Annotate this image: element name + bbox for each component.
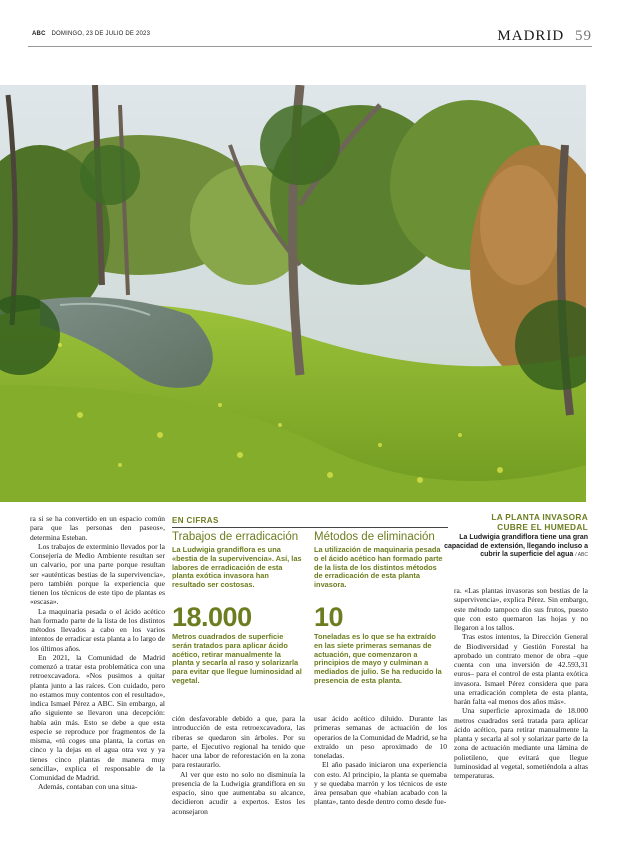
figures-label: EN CIFRAS — [172, 516, 219, 525]
paragraph: El año pasado iniciaron una experiencia con esto. Al principio, la planta se quemaba y se quedaba marrón y los técnicos de este área pensaban que «habían acabado con la planta», tanto desde dentro como desde fue- — [314, 760, 447, 807]
article-column-1 — [30, 514, 165, 792]
figures-left — [172, 531, 302, 686]
article-column-4 — [454, 586, 588, 780]
figures-left-title: Trabajos de erradicación — [172, 531, 299, 543]
caption-title-line2: CUBRE EL HUMEDAL — [497, 522, 588, 532]
header-rule — [28, 46, 592, 47]
page-header — [28, 26, 592, 48]
paragraph: Los trabajos de exterminio llevados por la Consejería de Medio Ambiente resultan ser un calvario, por una parte porque resultan ser «auténticas bestias de la supervivencia», pero también porque la experiencia que tienen los técnicos de este tipo de plantas es «escasa». — [30, 541, 165, 607]
paragraph: Además, contaban con una situa- — [38, 782, 138, 792]
paragraph: ción desfavorable debido a que, para la introducción de esta retroexcavadora, las riberas se quedaron sin árboles. Por su parte, el Ejecutivo regional ha tenido que hacer una labor de reforestación en la zona para restaurarlo. — [172, 714, 305, 770]
figures-right-number: 10 — [314, 601, 344, 632]
paragraph: ra si se ha convertido en un espacio común para que las personas den paseos», determina Esteban. — [30, 514, 165, 542]
caption-title-line1: LA PLANTA INVASORA — [491, 512, 588, 522]
page-number: 59 — [575, 28, 592, 44]
photo-caption — [438, 512, 588, 560]
brand: ABC — [32, 31, 46, 37]
figures-box — [172, 513, 448, 693]
figures-left-detail: Metros cuadrados de superficie serán tratados para aplicar ácido acético, retirar manualmente la planta y secarla al raso y solarizarla para evitar que llegue luminosidad al vegetal. — [172, 631, 302, 685]
figures-right-title: Métodos de eliminación — [314, 531, 435, 543]
wetland-photo — [0, 85, 586, 502]
figures-right — [314, 531, 444, 686]
figures-left-number: 18.000 — [172, 601, 252, 632]
issue-date: DOMINGO, 23 DE JULIO DE 2023 — [51, 31, 151, 37]
caption-body — [438, 534, 588, 560]
header-left — [32, 31, 150, 37]
section-name: MADRID — [497, 28, 565, 44]
figures-rule — [172, 527, 448, 528]
figures-left-intro: La Ludwigia grandiflora es una «bestia de la supervivencia». Así, las labores de erradicación de esta planta exótica invasora han resultado ser costosas. — [172, 545, 302, 590]
article-column-2 — [172, 714, 305, 816]
paragraph: En 2021, la Comunidad de Madrid comenzó a tratar esta problemática con una retroexcavadora. «Nos pusimos a quitar planta junto a las raíces. Con cuidado, pero no estamos muy contentos con el resultado», indica Ismael Pérez a ABC. Sin embargo, al año siguiente se llevaron una decepción: había aún más. Esto se debe a que esta especie se reproduce por fragmentos de la misma, «tú coges una planta, la cortas en cinco y la dejas en el agua otra vez y ya tienes cinco plantas de manera muy sencilla», explica el responsable de la Comunidad de Madrid. — [30, 652, 165, 782]
paragraph: usar ácido acético diluido. Durante las primeras semanas de actuación de los operarios de la Comunidad de Madrid, se ha extraído un peso aproximado de 10 toneladas. — [314, 714, 447, 760]
figures-right-intro: La utilización de maquinaria pesada o el ácido acético han formado parte de la lista de los distintos métodos de erradicación de esta planta invasora. — [314, 545, 443, 590]
figures-right-detail: Toneladas es lo que se ha extraído en las siete primeras semanas de actuación, que comenzaron a principios de mayo y culminan a mediados de julio. Se ha reducido la presencia de esta planta. — [314, 631, 442, 685]
header-right — [497, 28, 592, 45]
paragraph: ra. «Las plantas invasoras son bestias de la supervivencia», explica Pérez. Sin embargo, este método tampoco dio sus frutos, puesto que con esto quemaron las hojas y no llegaron a los tallos. — [454, 586, 588, 632]
paragraph: Tras estos intentos, la Dirección General de Biodiversidad y Gestión Forestal ha aprobado un contrato menor de obra –que cuenta con una inversión de 42.593,31 euros– para el control de esta planta exótica invasora. Ismael Pérez considera que para una erradicación completa de esta planta, harán falta «al menos dos años más». — [454, 632, 588, 706]
caption-credit: / ABC — [575, 552, 588, 559]
article-column-3 — [314, 714, 447, 807]
paragraph: La maquinaria pesada o el ácido acético han formado parte de la lista de los distintos métodos llevados a cabo en los varios intentos de erradicar esta planta a lo largo de los últimos años. — [30, 606, 165, 653]
caption-text: La Ludwigia grandiflora tiene una gran capacidad de extensión, llegando incluso a cubrir la superficie del agua — [444, 534, 588, 559]
paragraph: Al ver que esto no solo no disminuía la presencia de la Ludwigia grandiflora en su espacio, sino que aumentaba su alcance, decidieron acudir a expertos. Estos les aconsejaron — [172, 769, 305, 816]
paragraph: Una superficie aproximada de 18.000 metros cuadrados será tratada para aplicar ácido acético, para retirar manualmente la planta y secarla al sol y solarizar parte de la zona de actuación mediante una lámina de polietileno, que evitará que llegue luminosidad al vegetal, sometiéndola a altas temperaturas. — [454, 706, 588, 780]
